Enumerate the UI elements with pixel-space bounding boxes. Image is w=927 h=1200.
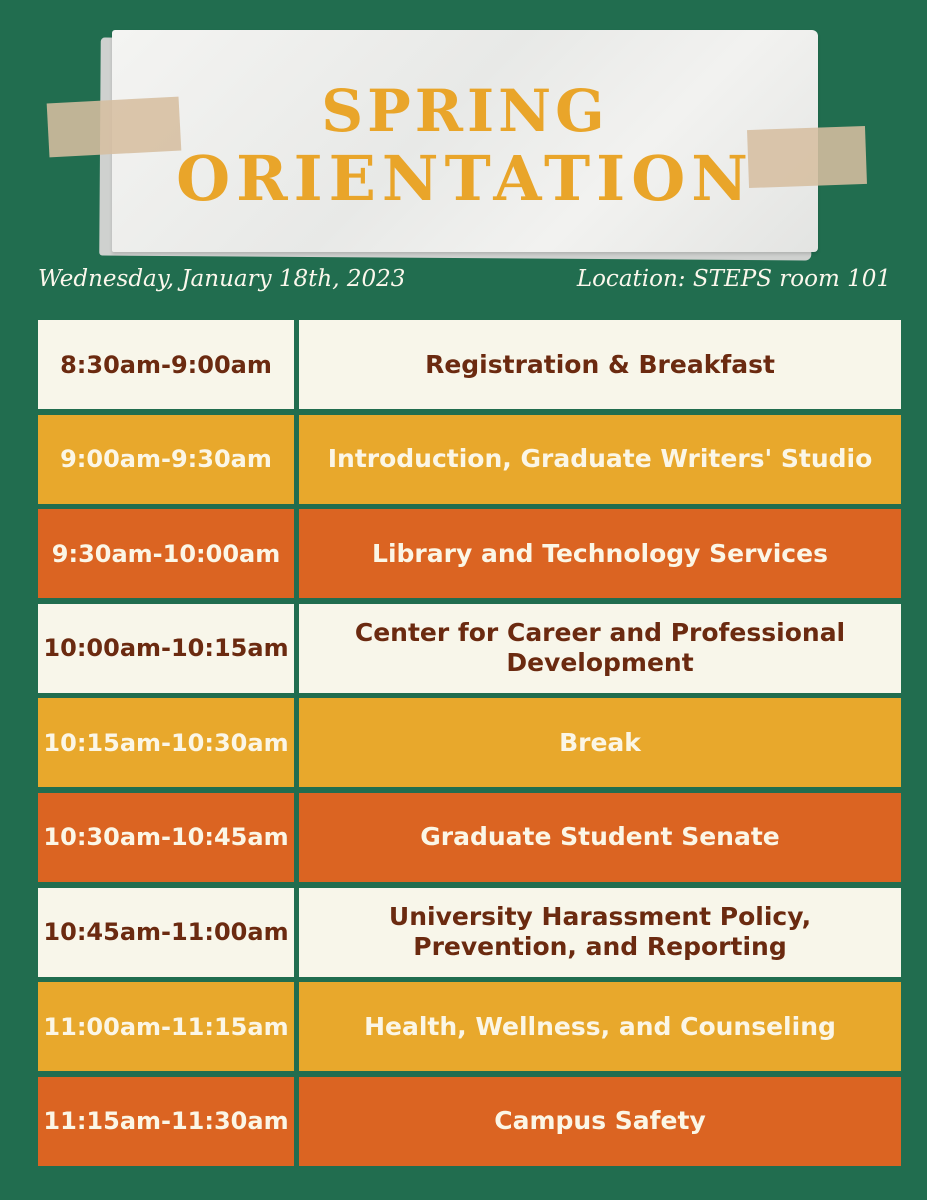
session-title: Registration & Breakfast <box>299 320 901 409</box>
time-slot: 9:00am-9:30am <box>38 415 294 504</box>
title-line-2: ORIENTATION <box>176 142 754 215</box>
schedule-row <box>38 888 901 977</box>
time-slot: 11:15am-11:30am <box>38 1077 294 1166</box>
time-slot: 9:30am-10:00am <box>38 509 294 598</box>
session-title: Graduate Student Senate <box>299 793 901 882</box>
schedule-row <box>38 604 901 693</box>
time-slot: 8:30am-9:00am <box>38 320 294 409</box>
schedule-row <box>38 320 901 409</box>
title-line-1: SPRING <box>321 77 609 145</box>
event-location: Location: STEPS room 101 <box>576 266 891 292</box>
schedule-row <box>38 982 901 1071</box>
time-slot: 10:00am-10:15am <box>38 604 294 693</box>
schedule-row <box>38 793 901 882</box>
session-title: Campus Safety <box>299 1077 901 1166</box>
time-slot: 10:45am-11:00am <box>38 888 294 977</box>
event-date: Wednesday, January 18th, 2023 <box>38 266 406 292</box>
time-slot: 11:00am-11:15am <box>38 982 294 1071</box>
schedule-row <box>38 415 901 504</box>
session-title: Health, Wellness, and Counseling <box>299 982 901 1071</box>
schedule-row <box>38 1077 901 1166</box>
session-title: Library and Technology Services <box>299 509 901 598</box>
session-title: University Harassment Policy, Prevention, and Reporting <box>299 888 901 977</box>
session-title: Introduction, Graduate Writers' Studio <box>299 415 901 504</box>
schedule-row <box>38 698 901 787</box>
schedule-row <box>38 509 901 598</box>
time-slot: 10:30am-10:45am <box>38 793 294 882</box>
session-title: Break <box>299 698 901 787</box>
time-slot: 10:15am-10:30am <box>38 698 294 787</box>
schedule-table <box>38 320 901 1166</box>
session-title: Center for Career and Professional Development <box>299 604 901 693</box>
